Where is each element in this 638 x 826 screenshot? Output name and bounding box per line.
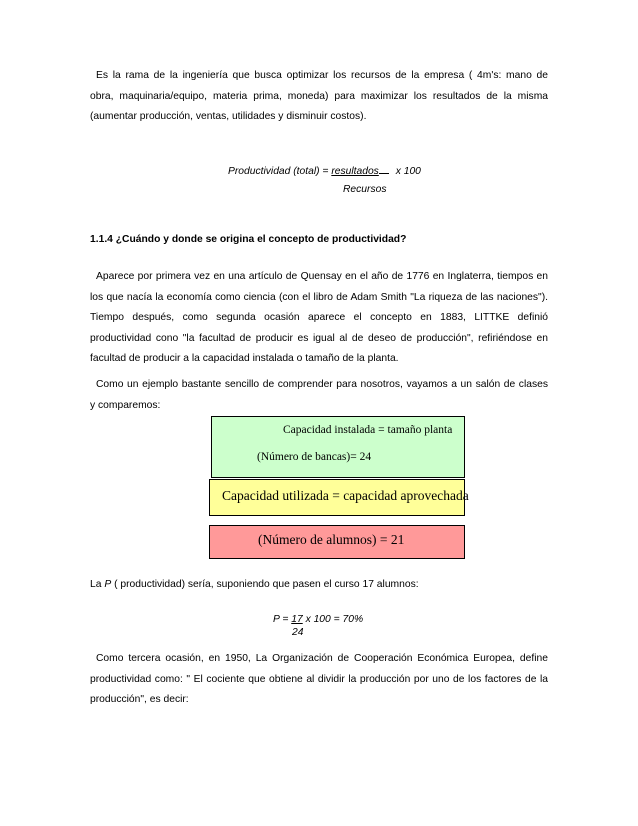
p-variable: P xyxy=(104,579,112,590)
used-capacity-box xyxy=(209,479,469,516)
used-capacity-text: Capacidad utilizada = capacidad aprovechada xyxy=(222,488,469,503)
paragraph-line: Tiempo después, como segunda ocasión aparece el concepto en 1883, LITTKE definió xyxy=(90,312,548,323)
installed-capacity-text: Capacidad instalada = tamaño planta xyxy=(283,424,453,436)
origin-paragraph xyxy=(90,267,548,370)
paragraph-line: obra, maquinaria/equipo, materia prima, moneda) para maximizar los resultados de la misma xyxy=(90,90,548,102)
paragraph-line: productividad como: " El cociente que obtiene al dividir la producción por uno de los factores de la xyxy=(90,673,548,685)
student-count-box xyxy=(209,525,465,559)
formula-denominator: Recursos xyxy=(343,184,387,195)
productivity-sentence: La P ( productividad) sería, suponiendo que pasen el curso 17 alumnos: xyxy=(90,579,419,590)
student-count-text: (Número de alumnos) = 21 xyxy=(258,532,405,547)
paragraph-line: producción", es decir: xyxy=(90,694,189,705)
calc-numerator: 17 xyxy=(291,614,303,625)
productivity-calculation: P = 17 x 100 = 70% xyxy=(273,614,364,625)
formula-numerator: resultados xyxy=(331,166,379,177)
paragraph-line: facultad de producir a la capacidad instalada o tamaño de la planta. xyxy=(90,353,399,364)
calc-denominator: 24 xyxy=(292,627,304,638)
formula-multiplier: x 100 xyxy=(395,166,421,177)
paragraph-line: Como un ejemplo bastante sencillo de comprender para nosotros, vayamos a un salón de clases xyxy=(96,379,548,390)
formula-left: Productividad (total) = xyxy=(228,166,332,177)
bench-count-text: (Número de bancas)= 24 xyxy=(257,451,372,463)
section-heading: 1.1.4 ¿Cuándo y donde se origina el concepto de productividad? xyxy=(90,234,407,245)
paragraph-line: y comparemos: xyxy=(90,399,161,411)
installed-capacity-box xyxy=(211,416,465,478)
example-paragraph xyxy=(90,375,548,416)
paragraph-line: productividad cono "la facultad de producir es igual al de deseo de producción", refiriéndose en xyxy=(90,332,548,344)
intro-paragraph xyxy=(90,66,548,128)
paragraph-line: Es la rama de la ingeniería que busca optimizar los recursos de la empresa ( 4m's: mano de xyxy=(96,70,548,81)
oece-paragraph xyxy=(90,649,548,711)
paragraph-line: (aumentar producción, ventas, utilidades y disminuir costos). xyxy=(90,111,367,122)
productivity-formula xyxy=(228,164,421,177)
paragraph-line: Como tercera ocasión, en 1950, La Organización de Cooperación Económica Europea, define xyxy=(96,653,548,664)
paragraph-line: Aparece por primera vez en una artículo de Quensay en el año de 1776 en Inglaterra, tiempos en xyxy=(96,271,548,282)
paragraph-line: los que nacía la economía como ciencia (con el libro de Adam Smith "La riqueza de las naciones"). xyxy=(90,291,548,303)
